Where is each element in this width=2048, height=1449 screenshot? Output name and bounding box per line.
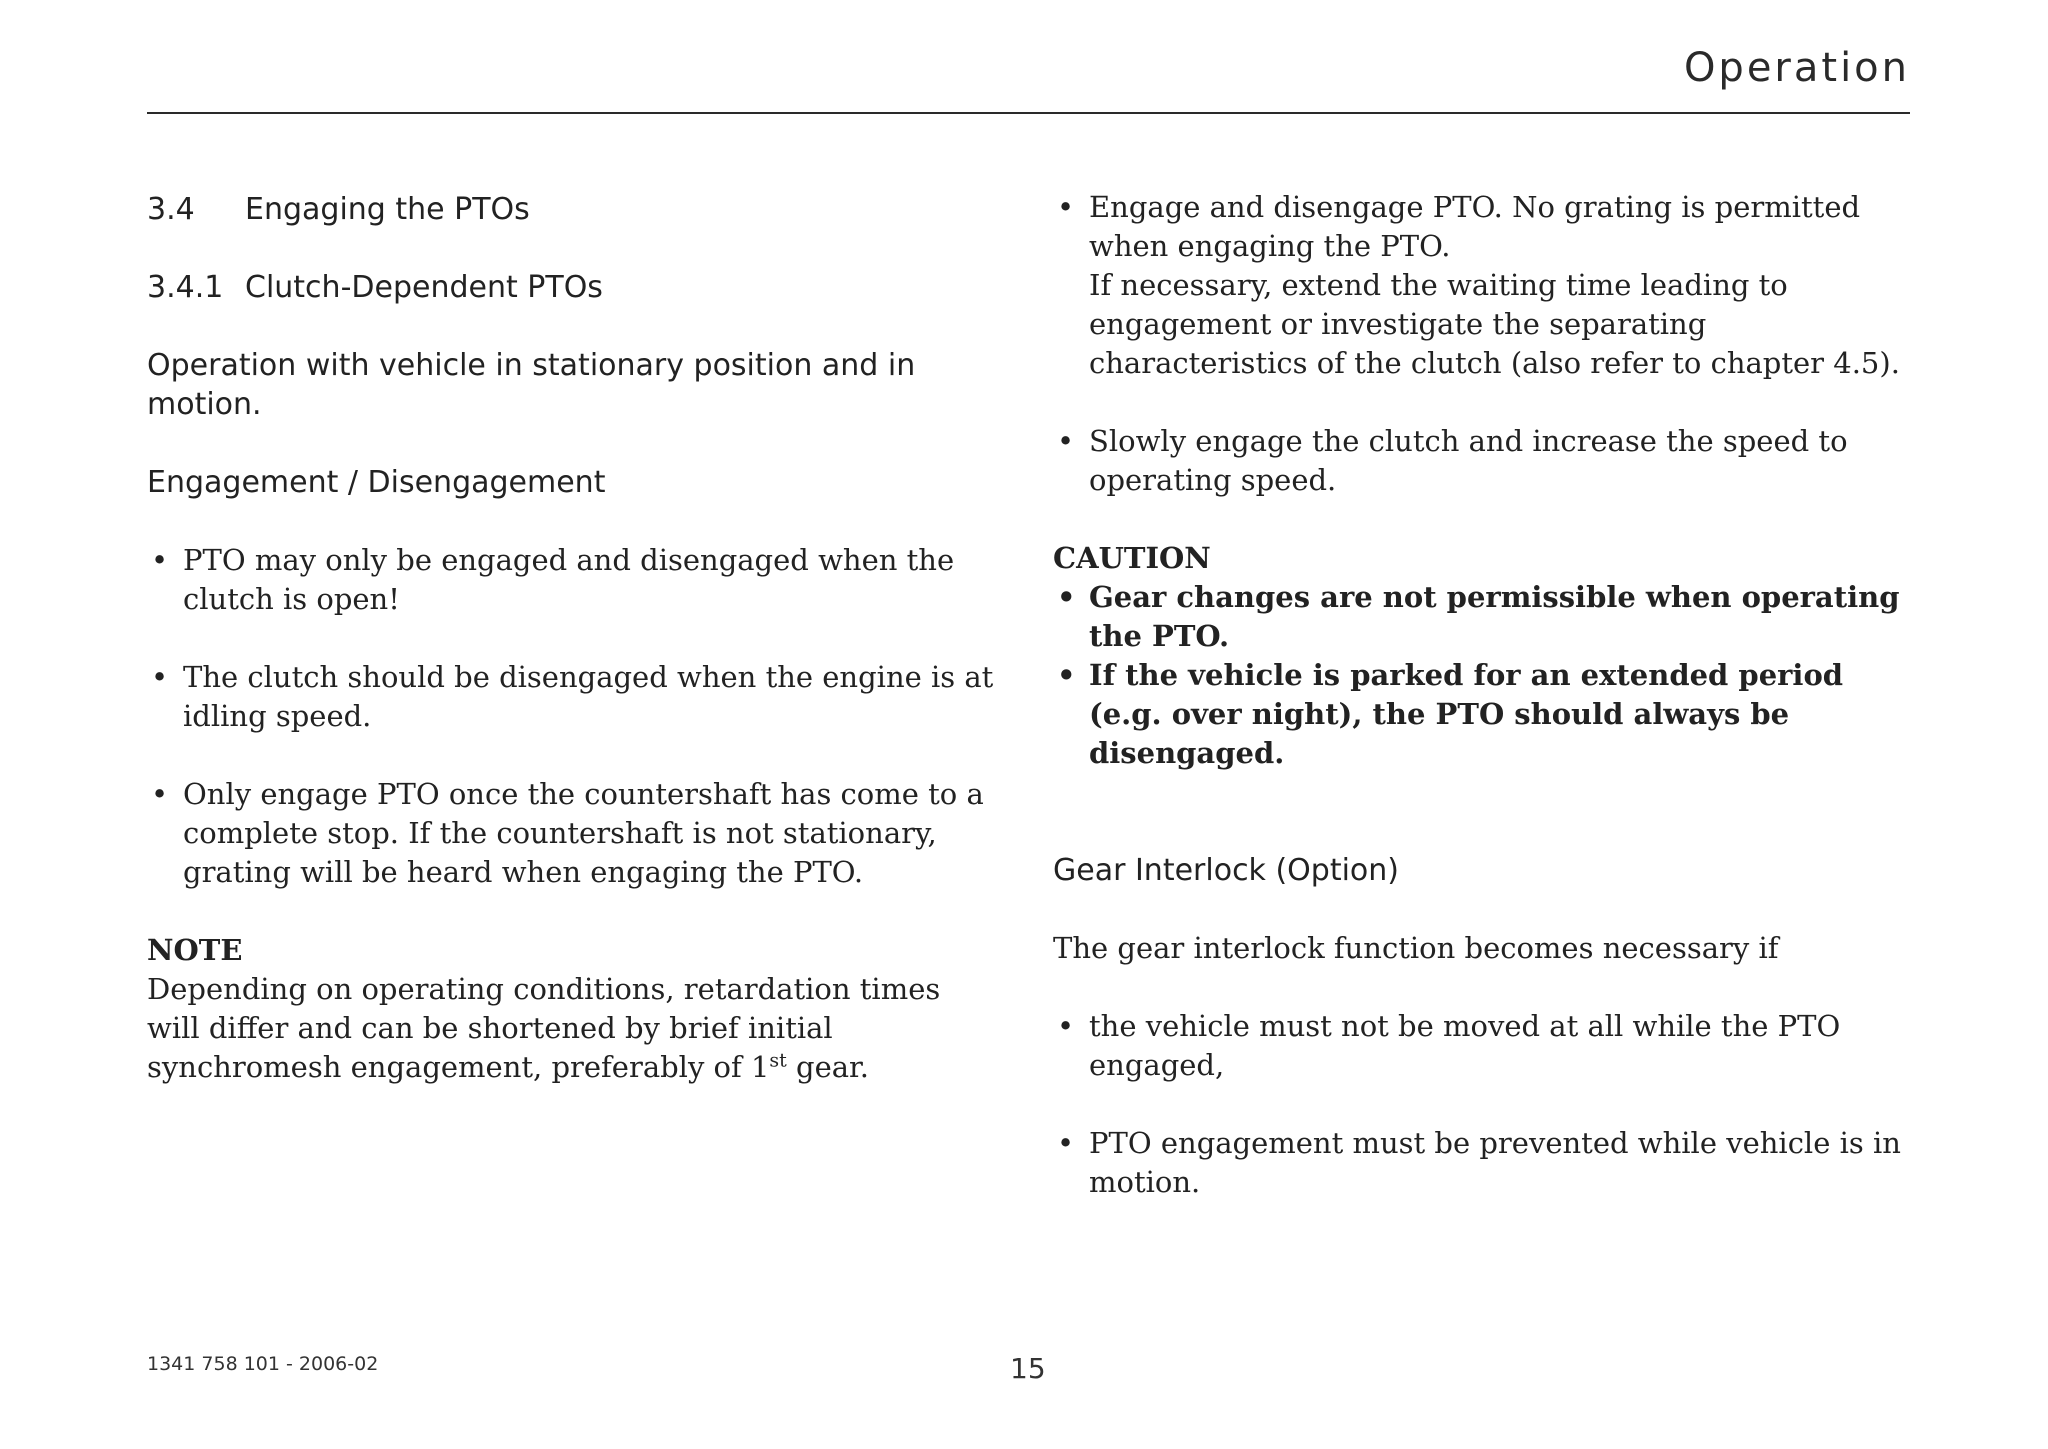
caution-item-text: If the vehicle is parked for an extended period (e.g. over night), the PTO should always be disengaged. (1089, 658, 1844, 770)
list-item-text: PTO engagement must be prevented while vehicle is in motion. (1089, 1126, 1901, 1199)
left-column (147, 190, 1002, 1087)
interlock-intro: The gear interlock function becomes necessary if (1053, 931, 1779, 965)
header-title: Operation (1683, 45, 1910, 91)
bullet-icon: • (151, 543, 169, 577)
section-title: Engaging the PTOs (245, 192, 530, 227)
caution-item-text: Gear changes are not permissible when operating the PTO. (1089, 580, 1900, 653)
interlock-heading: Gear Interlock (Option) (1053, 853, 1399, 888)
list-item-text: Engage and disengage PTO. No grating is permitted when engaging the PTO. (1089, 190, 1861, 263)
bullet-icon: • (1057, 190, 1075, 224)
list-item (147, 541, 1002, 619)
caution-title: CAUTION (1053, 541, 1211, 575)
list-item (1053, 1124, 1923, 1202)
list-item-text-continued: If necessary, extend the waiting time leading to engagement or investigate the separating characteristics of the clutch (also refer to chapter 4.5). (1089, 268, 1900, 380)
bullet-icon: • (1057, 1009, 1075, 1043)
list-item-text: Slowly engage the clutch and increase the speed to operating speed. (1089, 424, 1848, 497)
list-item-text: The clutch should be disengaged when the engine is at idling speed. (183, 660, 994, 733)
document-number: 1341 758 101 - 2006-02 (147, 1353, 379, 1375)
list-item (1053, 1007, 1923, 1085)
bullet-icon: • (1057, 580, 1076, 614)
list-item (147, 775, 1002, 892)
bullet-icon: • (1057, 424, 1075, 458)
bullet-icon: • (151, 660, 169, 694)
section-number: 3.4 (147, 192, 195, 227)
note-title: NOTE (147, 933, 243, 967)
page-number: 15 (1010, 1352, 1046, 1385)
list-item (1053, 188, 1923, 383)
caution-item (1053, 578, 1923, 656)
bullet-icon: • (1057, 658, 1076, 692)
list-item (1053, 422, 1923, 500)
bullet-icon: • (1057, 1126, 1075, 1160)
list-item-text: the vehicle must not be moved at all while the PTO engaged, (1089, 1009, 1841, 1082)
section-heading (147, 190, 1002, 229)
subsection-heading (147, 268, 1002, 307)
right-column (1053, 188, 1923, 1202)
note-text: Depending on operating conditions, retardation times will differ and can be shortened by brief initial synchromesh engagement, preferably of 1st gear. (147, 972, 941, 1084)
list-item-text: PTO may only be engaged and disengaged when the clutch is open! (183, 543, 955, 616)
list-item-text: Only engage PTO once the countershaft has come to a complete stop. If the countershaft is not stationary, grating will be heard when engaging the PTO. (183, 777, 984, 889)
subsection-title: Clutch-Dependent PTOs (245, 270, 603, 305)
caution-item (1053, 656, 1923, 773)
subsection-number: 3.4.1 (147, 270, 224, 305)
engagement-subheading: Engagement / Disengagement (147, 465, 606, 500)
bullet-icon: • (151, 777, 169, 811)
page-header (147, 40, 1910, 114)
list-item (147, 658, 1002, 736)
operation-intro: Operation with vehicle in stationary position and in motion. (147, 348, 916, 422)
